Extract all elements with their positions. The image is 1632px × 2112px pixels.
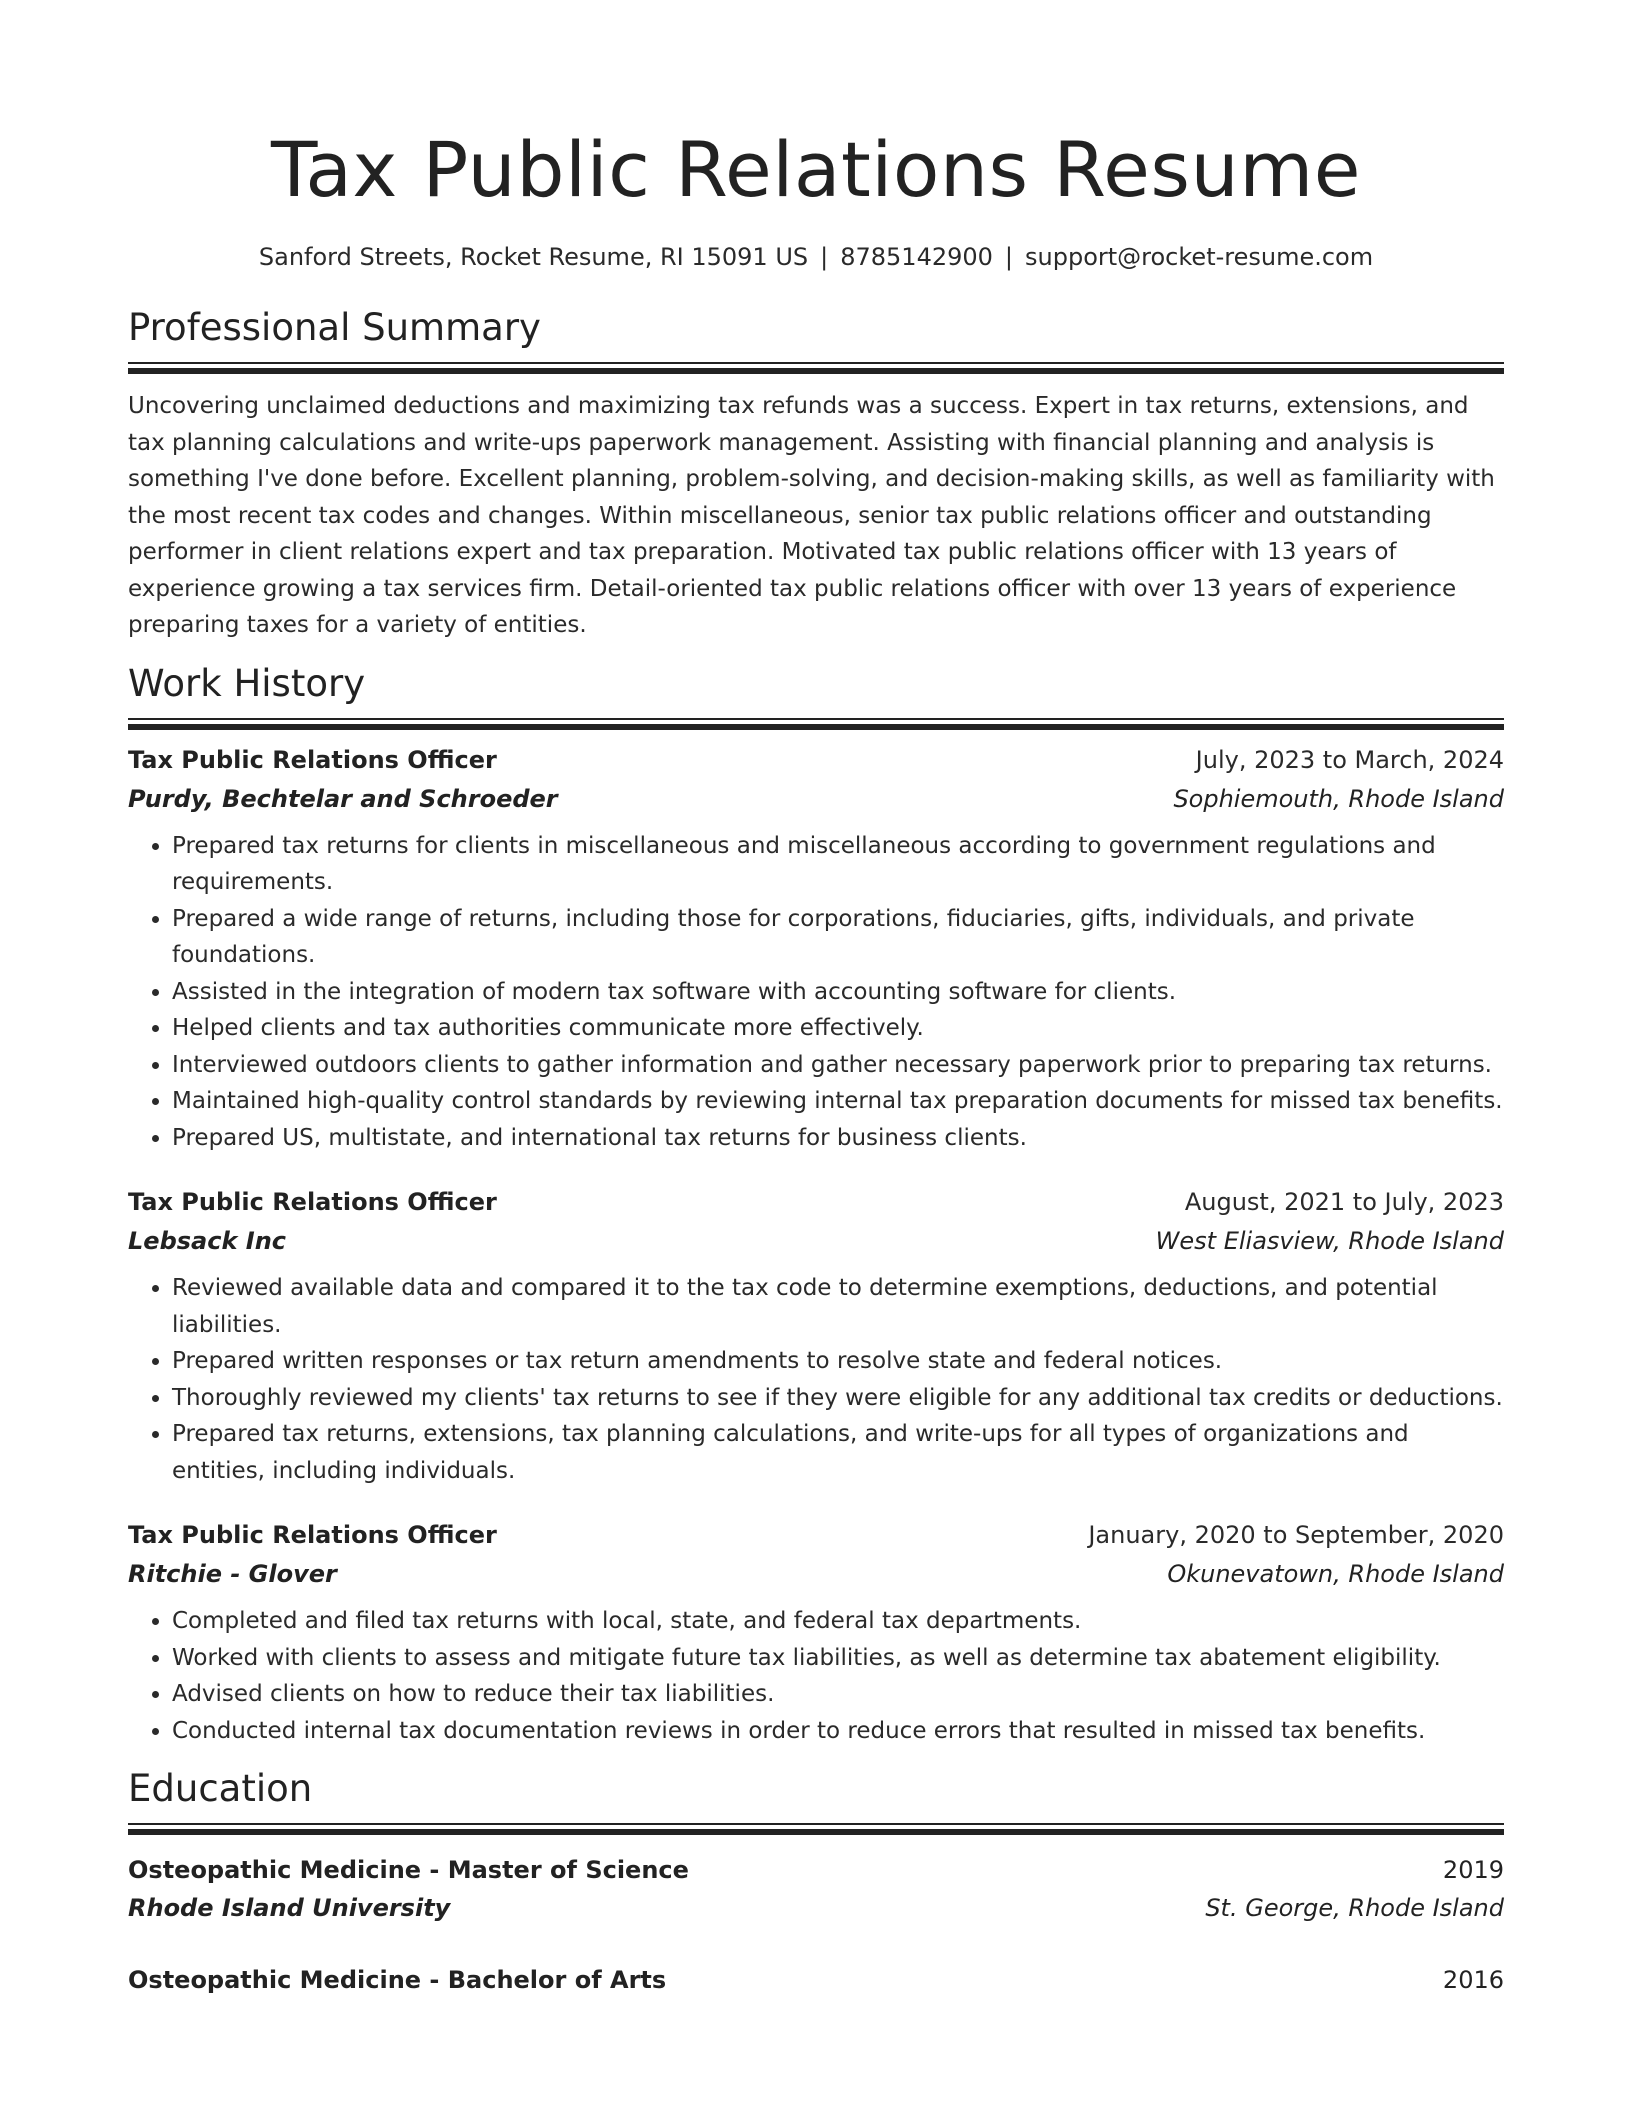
- job-location: Okunevatown, Rhode Island: [1167, 1560, 1504, 1588]
- job-bullets: [128, 828, 1504, 1157]
- education-section: [128, 1765, 1504, 1999]
- section-divider: [128, 1823, 1504, 1833]
- list-item: • Helped clients and tax authorities communicate more effectively.: [172, 1010, 1504, 1047]
- list-item: • Advised clients on how to reduce their tax liabilities.: [172, 1676, 1504, 1713]
- job-title: Tax Public Relations Officer: [128, 1188, 497, 1216]
- list-item: • Completed and filed tax returns with local, state, and federal tax departments.: [172, 1603, 1504, 1640]
- job-dates: July, 2023 to March, 2024: [1195, 745, 1504, 774]
- list-item: • Conducted internal tax documentation reviews in order to reduce errors that resulted in missed tax benefits.: [172, 1713, 1504, 1750]
- work-history-section: [128, 660, 1504, 1750]
- job-location: Sophiemouth, Rhode Island: [1173, 784, 1504, 813]
- list-item: • Thoroughly reviewed my clients' tax returns to see if they were eligible for any additional tax credits or deductions.: [172, 1380, 1504, 1417]
- job-entry: [128, 1182, 1504, 1489]
- list-item: • Worked with clients to assess and mitigate future tax liabilities, as well as determine tax abatement eligibility.: [172, 1640, 1504, 1677]
- summary-section: [128, 304, 1504, 644]
- summary-text: Uncovering unclaimed deductions and maximizing tax refunds was a success. Expert in tax returns, extensions, and tax planning calculations and write-ups paperwork management. Assisting with financial planning and analysis is something I've done before. Excellent planning, problem-solving, and decision-making skills, as well as familiarity with the most recent tax codes and changes. Within miscellaneous, senior tax public relations officer and outstanding performer in client relations expert and tax preparation. Motivated tax public relations officer with 13 years of experience growing a tax services firm. Detail-oriented tax public relations officer with over 13 years of experience preparing taxes for a variety of entities.: [128, 393, 1495, 638]
- graduation-year: 2019: [1442, 1856, 1504, 1884]
- list-item: • Assisted in the integration of modern tax software with accounting software for clients.: [172, 974, 1504, 1011]
- list-item: • Interviewed outdoors clients to gather information and gather necessary paperwork prior to preparing tax returns.: [172, 1047, 1504, 1084]
- job-location: West Eliasview, Rhode Island: [1155, 1227, 1504, 1255]
- employer-name: Lebsack Inc: [128, 1227, 287, 1255]
- graduation-year: 2016: [1442, 1966, 1504, 1994]
- resume-title: Tax Public Relations Resume: [270, 125, 1361, 214]
- degree-name: Osteopathic Medicine - Bachelor of Arts: [128, 1966, 667, 1994]
- degree-name: Osteopathic Medicine - Master of Science: [128, 1856, 689, 1884]
- list-item: • Reviewed available data and compared it to the tax code to determine exemptions, deductions, and potential liabilities.: [172, 1270, 1504, 1343]
- job-entry: [128, 740, 1504, 1157]
- education-entry: [128, 1851, 1504, 1927]
- job-bullets: [128, 1270, 1504, 1489]
- list-item: • Maintained high-quality control standards by reviewing internal tax preparation documents for missed tax benefits.: [172, 1083, 1504, 1120]
- education-heading: Education: [128, 1767, 313, 1810]
- list-item: • Prepared tax returns for clients in miscellaneous and miscellaneous according to government regulations and requirements.: [172, 828, 1504, 901]
- address-text: Sanford Streets, Rocket Resume, RI 15091 US: [258, 243, 809, 271]
- section-divider: [128, 718, 1504, 728]
- job-dates: January, 2020 to September, 2020: [1088, 1521, 1504, 1549]
- job-title: Tax Public Relations Officer: [128, 745, 497, 774]
- employer-name: Purdy, Bechtelar and Schroeder: [128, 784, 558, 813]
- list-item: • Prepared US, multistate, and international tax returns for business clients.: [172, 1120, 1504, 1157]
- school-name: Rhode Island University: [128, 1894, 451, 1922]
- contact-separator: |: [820, 243, 829, 271]
- contact-separator: |: [1004, 243, 1014, 271]
- list-item: • Prepared written responses or tax return amendments to resolve state and federal notices.: [172, 1343, 1504, 1380]
- job-bullets: [128, 1603, 1504, 1749]
- job-title: Tax Public Relations Officer: [128, 1521, 497, 1549]
- work-history-heading: Work History: [128, 661, 366, 705]
- list-item: • Prepared tax returns, extensions, tax planning calculations, and write-ups for all types of organizations and entities, including individuals.: [172, 1416, 1504, 1489]
- email-text: support@rocket-resume.com: [1025, 243, 1374, 271]
- resume-page: [128, 0, 1504, 1999]
- list-item: • Prepared a wide range of returns, including those for corporations, fiduciaries, gifts, individuals, and private foundations.: [172, 901, 1504, 974]
- contact-line: [128, 240, 1504, 274]
- summary-heading: Professional Summary: [128, 306, 541, 349]
- education-entry: [128, 1961, 1504, 1999]
- phone-text: 8785142900: [840, 243, 993, 271]
- section-divider: [128, 362, 1504, 372]
- job-dates: August, 2021 to July, 2023: [1184, 1188, 1504, 1216]
- school-location: St. George, Rhode Island: [1205, 1894, 1504, 1922]
- employer-name: Ritchie - Glover: [128, 1560, 337, 1588]
- job-entry: [128, 1515, 1504, 1749]
